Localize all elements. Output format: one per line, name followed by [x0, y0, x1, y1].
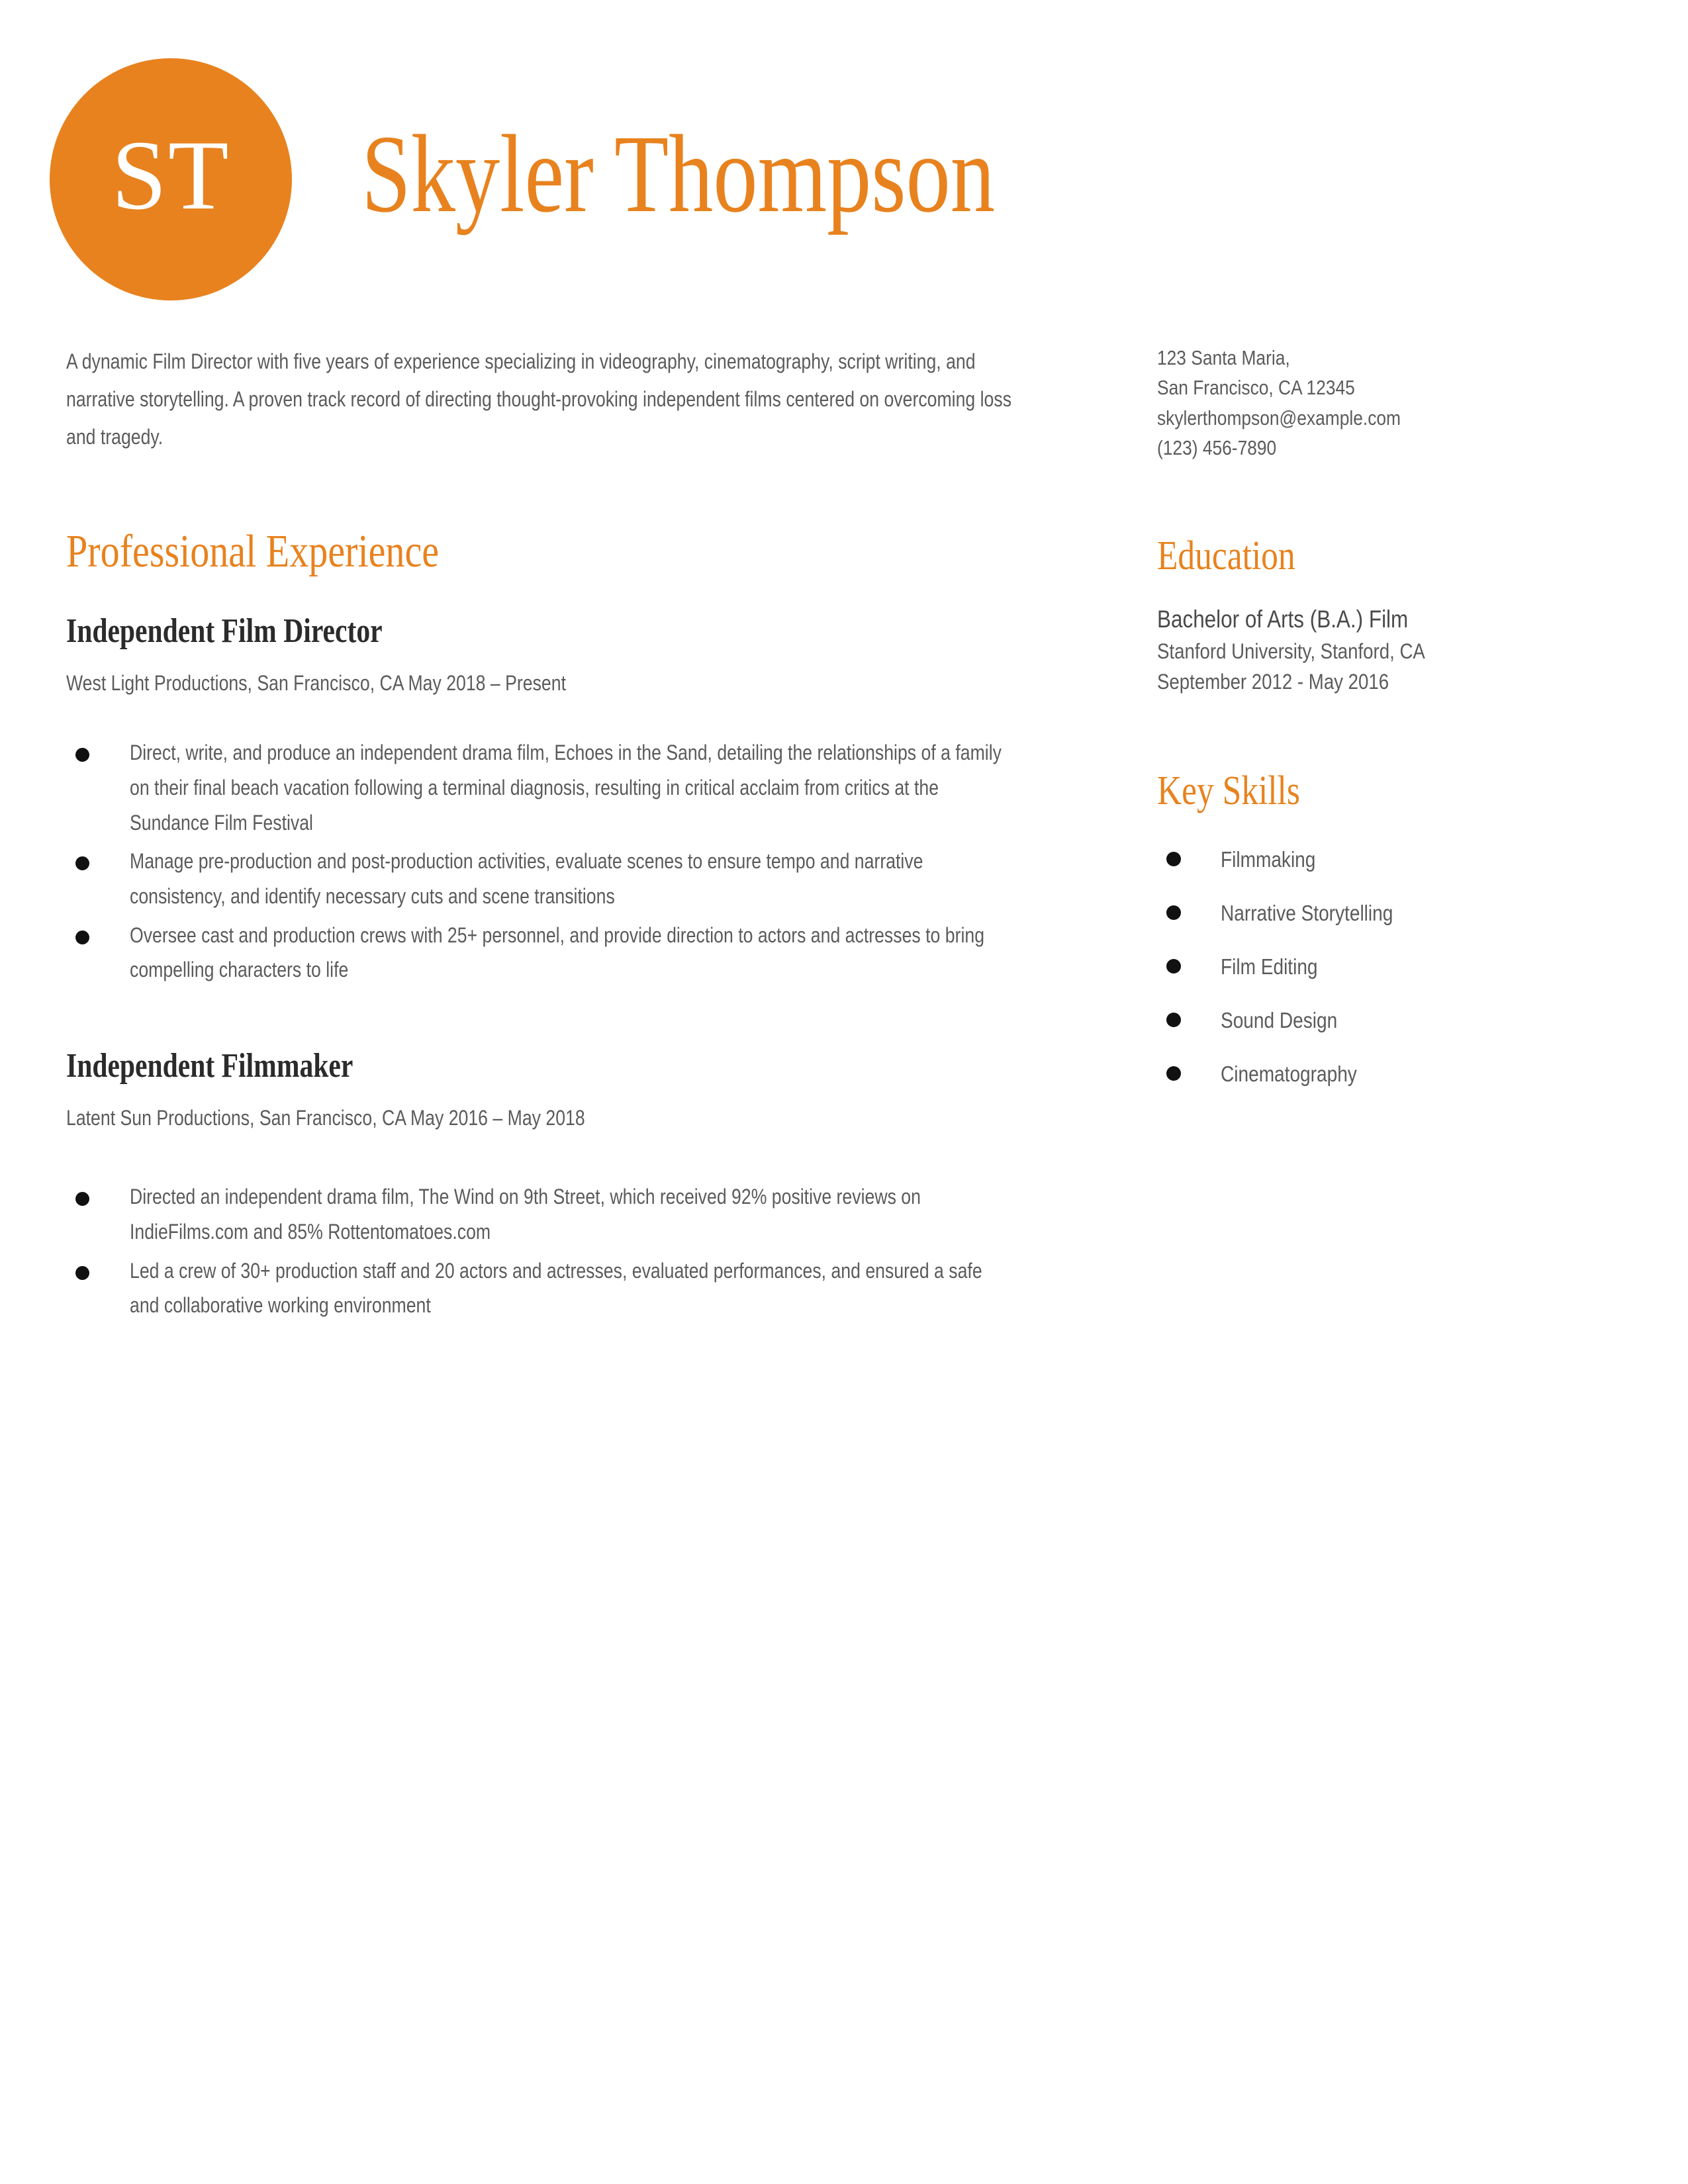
list-item — [1157, 956, 1607, 978]
experience-item — [66, 612, 1013, 987]
bullet-icon — [1166, 1066, 1181, 1081]
list-item-text: Directed an independent drama film, The Wind on 9th Street, which received 92% positive reviews on IndieFilms.com and 85% Rottentomatoes.com — [130, 1185, 921, 1244]
section-heading-skills: Key Skills — [1157, 768, 1300, 813]
job-bullet-list — [66, 1179, 1013, 1323]
list-item-text: Film Editing — [1221, 954, 1318, 979]
contact-phone[interactable]: (123) 456-7890 — [1157, 435, 1277, 459]
education-degree: Bachelor of Arts (B.A.) Film — [1157, 606, 1409, 633]
contact-address-line-2: San Francisco, CA 12345 — [1157, 376, 1355, 400]
main-column — [66, 343, 1013, 1327]
bullet-icon — [75, 931, 89, 944]
list-item — [1157, 902, 1607, 924]
section-heading-education: Education — [1157, 533, 1295, 578]
page-title: Skyler Thompson — [361, 113, 996, 236]
list-item — [66, 1179, 1013, 1249]
list-item-text: Sound Design — [1221, 1007, 1338, 1032]
bullet-icon — [1166, 905, 1181, 920]
job-title: Independent Filmmaker — [66, 1046, 353, 1085]
list-item-text: Oversee cast and production crews with 25+ personnel, and provide direction to actors and actresses to bring compelling characters to life — [130, 923, 985, 982]
list-item-text: Narrative Storytelling — [1221, 900, 1393, 925]
list-item — [1157, 1009, 1607, 1031]
bullet-icon — [75, 1192, 89, 1206]
resume-header — [50, 58, 1638, 300]
education-item — [1157, 603, 1607, 698]
bullet-icon — [75, 748, 89, 762]
professional-summary: A dynamic Film Director with five years of experience specializing in videography, cinematography, script writing, and narrative storytelling. A proven track record of directing thought-provoking independent films centered on overcoming loss and tragedy. — [66, 349, 1012, 449]
job-meta: Latent Sun Productions, San Francisco, CA May 2016 – May 2018 — [66, 1105, 585, 1130]
experience-item — [66, 1047, 1013, 1323]
job-meta: West Light Productions, San Francisco, CA May 2018 – Present — [66, 670, 566, 695]
list-item-text: Cinematography — [1221, 1061, 1357, 1086]
avatar — [50, 58, 292, 300]
side-column — [1157, 343, 1607, 1116]
list-item-text: Direct, write, and produce an independent drama film, Echoes in the Sand, detailing the relationships of a family on their final beach vacation following a terminal diagnosis, resulting in critical acclaim from critics at the Sundance Film Festival — [130, 741, 1002, 835]
contact-block — [1157, 343, 1607, 463]
list-item — [1157, 1063, 1607, 1085]
list-item — [66, 844, 1013, 913]
job-bullet-list — [66, 735, 1013, 987]
bullet-icon — [75, 856, 89, 870]
bullet-icon — [75, 1266, 89, 1280]
contact-email[interactable]: skylerthompson@example.com — [1157, 406, 1401, 430]
list-item — [1157, 848, 1607, 870]
bullet-icon — [1166, 852, 1181, 866]
avatar-initials: ST — [111, 120, 230, 230]
list-item — [66, 735, 1013, 840]
bullet-icon — [1166, 959, 1181, 974]
bullet-icon — [1166, 1013, 1181, 1027]
list-item-text: Filmmaking — [1221, 846, 1316, 872]
contact-address-line-1: 123 Santa Maria, — [1157, 346, 1290, 369]
education-dates: September 2012 - May 2016 — [1157, 670, 1389, 694]
list-item — [66, 1253, 1013, 1323]
list-item-text: Led a crew of 30+ production staff and 20 actors and actresses, evaluated performances, and ensured a safe and collaborative working environment — [130, 1258, 982, 1318]
skills-list — [1157, 848, 1607, 1085]
list-item — [66, 918, 1013, 987]
list-item-text: Manage pre-production and post-production activities, evaluate scenes to ensure tempo and narrative consistency, and identify necessary cuts and scene transitions — [130, 849, 923, 908]
job-title: Independent Film Director — [66, 612, 383, 650]
section-heading-experience: Professional Experience — [66, 525, 440, 577]
education-school: Stanford University, Stanford, CA — [1157, 639, 1425, 664]
